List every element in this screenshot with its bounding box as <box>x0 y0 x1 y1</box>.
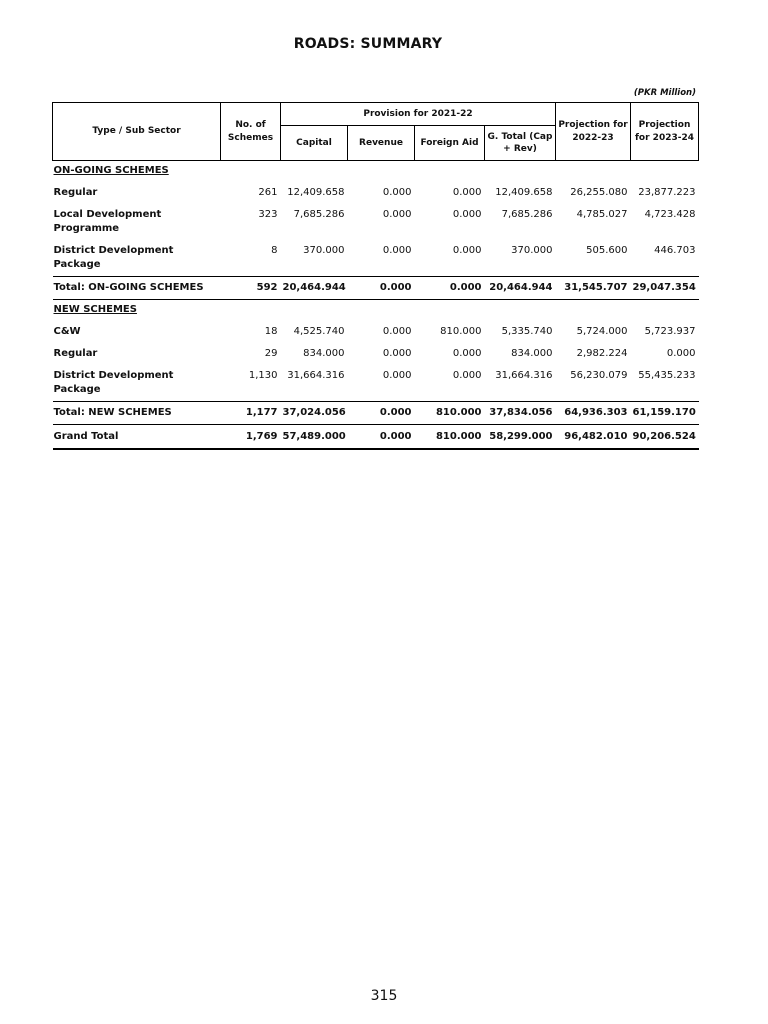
schemes-cell: 323 <box>258 209 278 220</box>
header-foreign-aid: Foreign Aid <box>415 126 485 161</box>
revenue-cell: 0.000 <box>382 348 412 359</box>
g-total-cell: 370.000 <box>511 245 553 256</box>
table-row <box>53 204 699 240</box>
foreign-aid-cell: 0.000 <box>452 209 482 220</box>
schemes-cell: 8 <box>271 245 278 256</box>
schemes-cell: 1,769 <box>221 425 281 450</box>
projection-2023-24-cell: 5,723.937 <box>644 326 696 337</box>
row-label: Regular <box>53 348 98 359</box>
roads-summary-table <box>52 102 699 450</box>
section-heading: ON-GOING SCHEMES <box>53 165 169 176</box>
row-label: C&W <box>53 326 81 337</box>
projection-2023-24-cell: 61,159.170 <box>631 402 699 425</box>
projection-2022-23-cell: 56,230.079 <box>570 370 628 381</box>
projection-2022-23-cell: 26,255.080 <box>570 187 628 198</box>
projection-2022-23-cell: 4,785.027 <box>576 209 628 220</box>
projection-2022-23-cell: 2,982.224 <box>576 348 628 359</box>
projection-2022-23-cell: 64,936.303 <box>556 402 631 425</box>
revenue-cell: 0.000 <box>382 326 412 337</box>
g-total-cell: 5,335.740 <box>501 326 553 337</box>
table-row <box>53 321 699 343</box>
capital-cell: 31,664.316 <box>287 370 345 381</box>
total-row-new <box>53 402 699 425</box>
projection-2022-23-cell: 96,482.010 <box>556 425 631 450</box>
capital-cell: 12,409.658 <box>287 187 345 198</box>
schemes-cell: 1,177 <box>221 402 281 425</box>
row-label: Total: NEW SCHEMES <box>53 402 221 425</box>
capital-cell: 4,525.740 <box>293 326 345 337</box>
foreign-aid-cell: 0.000 <box>452 348 482 359</box>
row-label: District Development Package <box>53 245 174 270</box>
schemes-cell: 18 <box>264 326 278 337</box>
foreign-aid-cell: 0.000 <box>452 245 482 256</box>
schemes-cell: 1,130 <box>248 370 278 381</box>
projection-2023-24-cell: 23,877.223 <box>638 187 696 198</box>
header-provision: Provision for 2021-22 <box>281 103 556 126</box>
g-total-cell: 31,664.316 <box>495 370 553 381</box>
foreign-aid-cell: 810.000 <box>415 402 485 425</box>
g-total-cell: 834.000 <box>511 348 553 359</box>
section-ongoing-schemes <box>53 161 699 183</box>
foreign-aid-cell: 0.000 <box>452 187 482 198</box>
row-label: Total: ON-GOING SCHEMES <box>53 277 221 300</box>
grand-total-row <box>53 425 699 450</box>
schemes-cell: 592 <box>221 277 281 300</box>
projection-2023-24-cell: 29,047.354 <box>631 277 699 300</box>
projection-2022-23-cell: 505.600 <box>586 245 628 256</box>
table-body <box>53 161 699 450</box>
header-projection-2022-23: Projection for 2022-23 <box>556 103 631 161</box>
revenue-cell: 0.000 <box>382 245 412 256</box>
page-number: 315 <box>370 988 398 1004</box>
foreign-aid-cell: 810.000 <box>440 326 482 337</box>
projection-2023-24-cell: 4,723.428 <box>644 209 696 220</box>
foreign-aid-cell: 0.000 <box>452 370 482 381</box>
projection-2022-23-cell: 5,724.000 <box>576 326 628 337</box>
schemes-cell: 29 <box>264 348 278 359</box>
revenue-cell: 0.000 <box>382 370 412 381</box>
schemes-cell: 261 <box>258 187 278 198</box>
page-title: ROADS: SUMMARY <box>293 36 443 52</box>
table-row <box>53 240 699 277</box>
g-total-cell: 37,834.056 <box>485 402 556 425</box>
row-label: District Development Package <box>53 370 174 395</box>
capital-cell: 57,489.000 <box>281 425 348 450</box>
header-g-total: G. Total (Cap + Rev) <box>485 126 556 161</box>
capital-cell: 37,024.056 <box>281 402 348 425</box>
header-revenue: Revenue <box>348 126 415 161</box>
table-row <box>53 365 699 402</box>
capital-cell: 370.000 <box>303 245 345 256</box>
table-row <box>53 182 699 204</box>
table-row <box>53 343 699 365</box>
projection-2023-24-cell: 0.000 <box>666 348 696 359</box>
unit-label: (PKR Million) <box>633 88 696 98</box>
projection-2023-24-cell: 55,435.233 <box>638 370 696 381</box>
section-new-schemes <box>53 300 699 322</box>
row-label: Local Development Programme <box>53 209 162 234</box>
projection-2023-24-cell: 446.703 <box>654 245 696 256</box>
g-total-cell: 20,464.944 <box>485 277 556 300</box>
revenue-cell: 0.000 <box>348 277 415 300</box>
g-total-cell: 58,299.000 <box>485 425 556 450</box>
g-total-cell: 7,685.286 <box>501 209 553 220</box>
foreign-aid-cell: 810.000 <box>415 425 485 450</box>
header-capital: Capital <box>281 126 348 161</box>
header-type-sub-sector: Type / Sub Sector <box>53 103 221 161</box>
header-no-of-schemes: No. of Schemes <box>221 103 281 161</box>
capital-cell: 20,464.944 <box>281 277 348 300</box>
capital-cell: 7,685.286 <box>293 209 345 220</box>
revenue-cell: 0.000 <box>382 187 412 198</box>
projection-2023-24-cell: 90,206.524 <box>631 425 699 450</box>
revenue-cell: 0.000 <box>382 209 412 220</box>
revenue-cell: 0.000 <box>348 402 415 425</box>
row-label: Regular <box>53 187 98 198</box>
header-projection-2023-24: Projection for 2023-24 <box>631 103 699 161</box>
projection-2022-23-cell: 31,545.707 <box>556 277 631 300</box>
foreign-aid-cell: 0.000 <box>415 277 485 300</box>
revenue-cell: 0.000 <box>348 425 415 450</box>
row-label: Grand Total <box>53 425 221 450</box>
capital-cell: 834.000 <box>303 348 345 359</box>
total-row-ongoing <box>53 277 699 300</box>
section-heading: NEW SCHEMES <box>53 304 137 315</box>
g-total-cell: 12,409.658 <box>495 187 553 198</box>
